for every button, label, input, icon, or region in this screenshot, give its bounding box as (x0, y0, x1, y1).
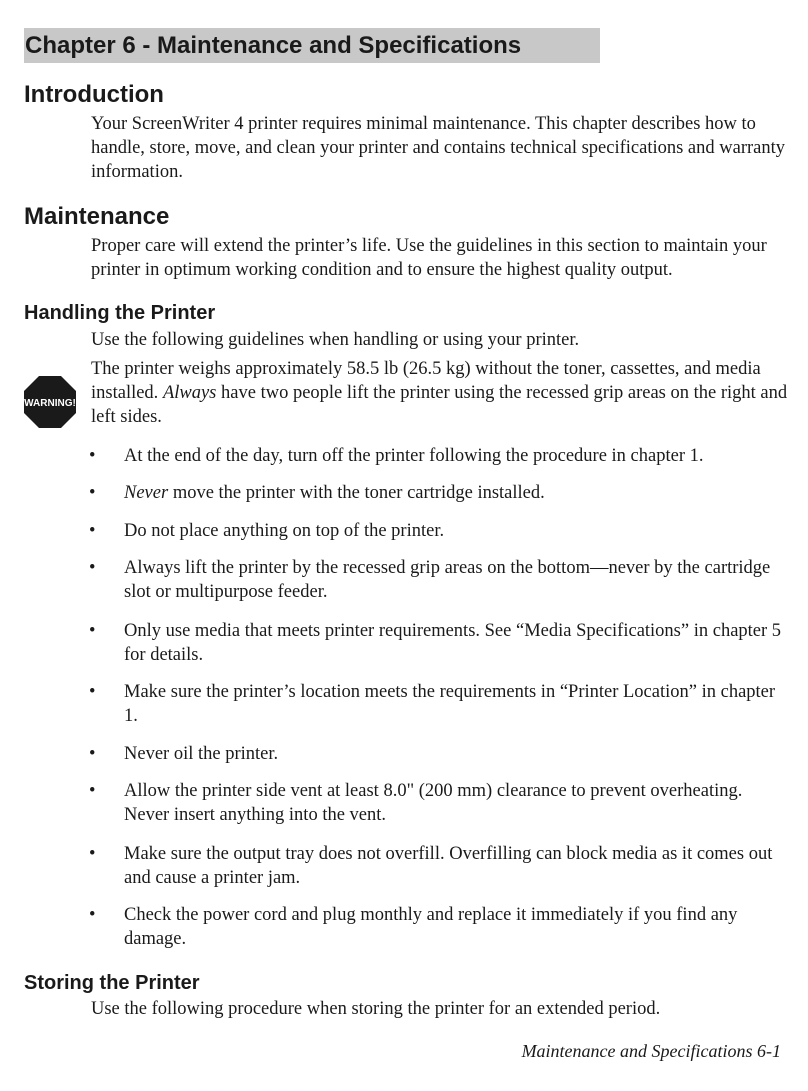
list-item-text: Check the power cord and plug monthly and replace it immediately if you find any damage. (124, 905, 738, 949)
list-item-rest: move the printer with the toner cartridge installed. (172, 483, 545, 503)
warning-emphasis: Always (162, 383, 217, 403)
warning-text (91, 357, 791, 429)
list-item-emphasis: Never (124, 483, 169, 503)
chapter-title: Chapter 6 - Maintenance and Specifications (24, 28, 600, 63)
warning-text-a: The printer weighs approximately 58.5 lb (26.5 kg) without the toner, cassettes, and media installed. (91, 359, 761, 403)
handling-intro: Use the following guidelines when handling or using your printer. (91, 330, 580, 350)
list-item-text (124, 481, 784, 505)
bullet-dot: • (89, 621, 96, 641)
bullet-dot: • (89, 446, 96, 466)
page-footer: Maintenance and Specifications 6-1 (521, 1041, 781, 1061)
list-item-text: Never oil the printer. (124, 744, 279, 764)
list-item-text: Do not place anything on top of the printer. (124, 521, 445, 541)
list-item-text: Make sure the output tray does not overfill. Overfilling can block media as it comes out and cause a printer jam. (124, 844, 773, 888)
maintenance-heading: Maintenance (24, 203, 170, 230)
bullet-dot: • (89, 483, 96, 503)
list-item-text: Only use media that meets printer requirements. See “Media Specifications” in chapter 5 for details. (124, 621, 782, 665)
introduction-text: Your ScreenWriter 4 printer requires minimal maintenance. This chapter describes how to handle, store, move, and clean your printer and contains technical specifications and warranty information. (91, 114, 786, 182)
bullet-dot: • (89, 781, 96, 801)
warning-label: WARNING! (24, 398, 76, 409)
bullet-dot: • (89, 744, 96, 764)
warning-icon (23, 375, 77, 429)
list-item-text: Always lift the printer by the recessed grip areas on the bottom—never by the cartridge slot or multipurpose feeder. (124, 558, 771, 602)
handling-heading: Handling the Printer (24, 302, 216, 324)
maintenance-text: Proper care will extend the printer’s life. Use the guidelines in this section to maintain your printer in optimum working condition and to ensure the highest quality output. (91, 236, 767, 280)
introduction-heading: Introduction (24, 81, 164, 108)
list-item-text: Allow the printer side vent at least 8.0" (200 mm) clearance to prevent overheating. Never insert anything into the vent. (124, 781, 743, 825)
storing-text: Use the following procedure when storing the printer for an extended period. (91, 999, 661, 1019)
storing-heading: Storing the Printer (24, 972, 200, 994)
list-item-text: Make sure the printer’s location meets the requirements in “Printer Location” in chapter 1. (124, 682, 776, 726)
bullet-dot: • (89, 521, 96, 541)
bullet-dot: • (89, 844, 96, 864)
warning-text-b: have two people lift the printer using the recessed grip areas on the right and left sides. (91, 383, 788, 427)
bullet-dot: • (89, 905, 96, 925)
bullet-dot: • (89, 558, 96, 578)
bullet-dot: • (89, 682, 96, 702)
list-item-text: At the end of the day, turn off the printer following the procedure in chapter 1. (124, 446, 704, 466)
